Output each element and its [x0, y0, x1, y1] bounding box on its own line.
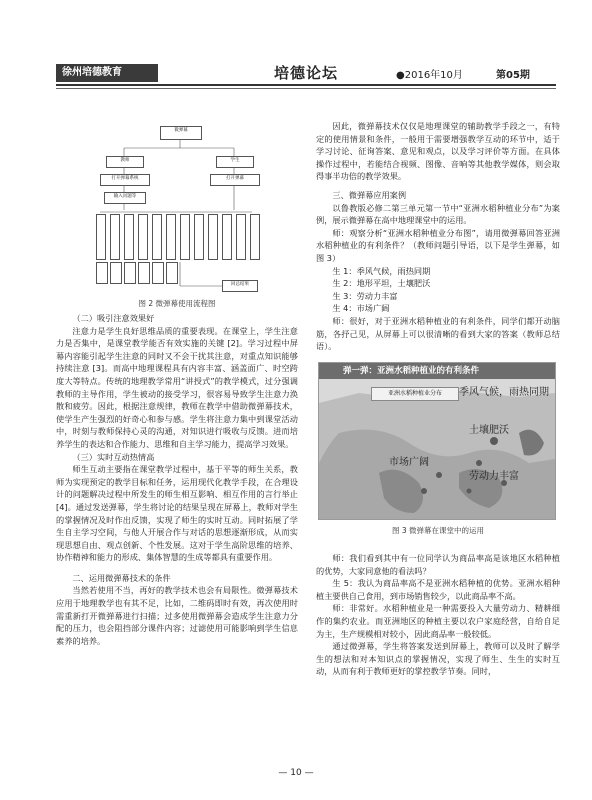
- paragraph: 师生互动主要指在课堂教学过程中，基于平等的师生关系，教师为实现预定的教学目标和任务，运用现代化教学手段，在合理设计的问题解决过程中所发生的师生相互影响、相互作用的言行举止 [4]。通过发送弹幕，学生将讨论的结果呈现在屏幕上，教师对学生的掌握情况及时作出反馈，实现了师生的实时互动。同时拓展了学生自主学习空间，与他人开展合作与对话的思想逐渐形成，从而实现思想自由、观点创新、个性发展。这对于学生高阶思维的培养、协作精神和能力的形成、集体智慧的生成等都具有重要作用。: [56, 464, 298, 563]
- paragraph: 师：非常好。水稻种植业是一种需要投入大量劳动力、精耕细作的集约农业。而亚洲地区的种植主要以农户家庭经营，自给自足为主，生产规模相对较小，因此商品率一般较低。: [316, 603, 560, 639]
- paragraph: 生 5：我认为商品率高不是亚洲水稻种植的优势。亚洲水稻种植主要供自己食用，到市场销售较少，以此商品率不高。: [316, 578, 560, 601]
- page-header: [56, 64, 556, 82]
- right-column-top: [316, 120, 560, 353]
- flow-vbox: [110, 214, 120, 260]
- header-rule: [56, 84, 556, 86]
- section-heading: 三、微弹幕应用案例: [332, 189, 407, 200]
- section-heading: （二）吸引注意效果好: [72, 313, 155, 323]
- flow-box-input: 输入问题等: [104, 192, 146, 204]
- paragraph: 因此，微弹幕技术仅仅是地理课堂的辅助教学手段之一，有特定的使用情景和条件，一般用于需要增强教学互动的环节中，适于学习讨论、征询答案、意见和观点，以及学习评价等方面。在具体操作过程中，若能结合视频、图像、音响等其他教学媒体，则会取得事半功倍的教学效果。: [316, 121, 560, 182]
- header-title: 培德论坛: [274, 64, 339, 82]
- paragraph: 师：观察分析“亚洲水稻种植业分布图”，请用微弹幕回答亚洲水稻种植业的有利条件？（教师问题引导语，以下是学生弹幕，如图 3）: [316, 227, 560, 263]
- flow-vbox: [180, 214, 190, 260]
- student-answer: 生 4：市场广阔: [332, 303, 390, 314]
- flow-bbox: [138, 262, 150, 284]
- figure-3-map: [318, 362, 556, 520]
- figure-2-flowchart: [94, 122, 266, 294]
- header-rule-thin: [56, 88, 556, 89]
- flow-vbox: [194, 214, 204, 260]
- section-heading: （三）实时互动热情高: [72, 451, 155, 462]
- left-column: [56, 312, 298, 647]
- flow-bbox: [166, 262, 178, 284]
- flow-vbox: [250, 214, 260, 260]
- flow-vbox: [166, 214, 176, 260]
- student-answer: 生 1：季风气候，雨热同期: [332, 265, 431, 276]
- paragraph: 注意力是学生良好思维品质的重要表现。在课堂上，学生注意力是否集中，是课堂教学能否有效实施的关键 [2]。学习过程中屏幕内容能引起学生注意的同时又不会干扰其注意，对重点知识能够持续注意 [3]。而高中地理课程具有内容丰富、涵盖面广、时空跨度大等特点。传统的地理教学常用“讲授式”的教学模式，过分强调教师的主导作用，学生被动的接受学习，很容易导致学生注意力涣散和疲劳。因此，根据注意规律，教师在教学中借助微弹幕技术，使学生产生强烈的好奇心和参与感。学生将注意力集中到课堂活动中，时刻与教师保持心灵的沟通，对知识进行吸收与反馈。进而培养学生的表达和合作能力、思维和自主学习能力，提高学习效果。: [56, 325, 298, 449]
- student-answer: 生 3：劳动力丰富: [332, 290, 398, 301]
- flow-vbox: [236, 214, 246, 260]
- flow-bbox: [96, 262, 108, 284]
- flow-bbox: [152, 262, 164, 284]
- flow-bbox: [124, 262, 136, 284]
- flow-box-teacher: 教师: [106, 156, 144, 168]
- page-number: — 10 —: [278, 768, 314, 778]
- paragraph: 通过微弹幕，学生将答案发送到屏幕上，教师可以及时了解学生的想法和对本知识点的掌握情况，实现了师生、生生的实时互动，从而有利于教师更好的掌控教学节奏。同时，: [316, 641, 560, 677]
- header-date: ●2016年10月: [396, 70, 463, 81]
- header-brand: 徐州培德教育: [56, 64, 158, 82]
- section-heading: 二、运用微弹幕技术的条件: [72, 572, 171, 583]
- flow-vbox: [96, 214, 106, 260]
- flow-vbox: [222, 214, 232, 260]
- paragraph: 当然若使用不当，再好的教学技术也会有局限性。微弹幕技术应用于地理教学也有其不足，比如，二维码即时有效，再次使用时需重新打开微弹幕进行扫描；过多使用微弹幕会造成学生注意力分配的压力，也会阻挡部分课件内容；过滤使用可能影响到学生信息素养的培养。: [56, 585, 298, 646]
- flow-bbox: [110, 262, 122, 284]
- header-issue: 第05期: [496, 70, 530, 81]
- flow-vbox: [138, 214, 148, 260]
- flow-box-summary: 回总结果: [222, 280, 258, 292]
- danmu-annotation: 市场广阔: [389, 457, 429, 468]
- danmu-annotation: 季风气候，雨热同期: [459, 387, 549, 398]
- right-column-bottom: [316, 552, 560, 678]
- paragraph: 师：很好，对于亚洲水稻种植业的有利条件，同学们都开动脑筋，各抒己见，从屏幕上可以很清晰的看到大家的答案（教师总结语）。: [316, 315, 560, 352]
- danmu-annotation: 土壤肥沃: [469, 425, 509, 436]
- danmu-annotation: 劳动力丰富: [469, 471, 519, 482]
- flow-box-open-danmu: 打开弹幕: [210, 174, 260, 186]
- flow-vbox: [208, 214, 218, 260]
- figure-2-caption: 图 2 微弹幕使用流程图: [138, 299, 216, 308]
- flow-box-start: 微弹幕: [160, 126, 202, 140]
- paragraph: 以鲁教版必修二第三单元第一节中“亚洲水稻种植业分布”为案例，展示微弹幕在高中地理课堂中的运用。: [316, 202, 560, 226]
- figure-3-legend: 亚洲水稻种植业分布: [371, 387, 459, 401]
- student-answer: 生 2：地形平坦，土壤肥沃: [332, 278, 431, 289]
- paragraph: 师：我们看到其中有一位同学认为商品率高是该地区水稻种植的优势，大家同意他的看法吗？: [316, 553, 560, 576]
- flow-vbox: [124, 214, 134, 260]
- flow-box-student: 学生: [216, 156, 254, 168]
- flow-box-open-system: 打开弹幕系统: [100, 174, 150, 186]
- figure-3-caption: 图 3 微弹幕在课堂中的运用: [391, 526, 485, 535]
- figure-3-title: 弹一弹：亚洲水稻种植业的有利条件: [319, 363, 555, 379]
- flow-vbox: [152, 214, 162, 260]
